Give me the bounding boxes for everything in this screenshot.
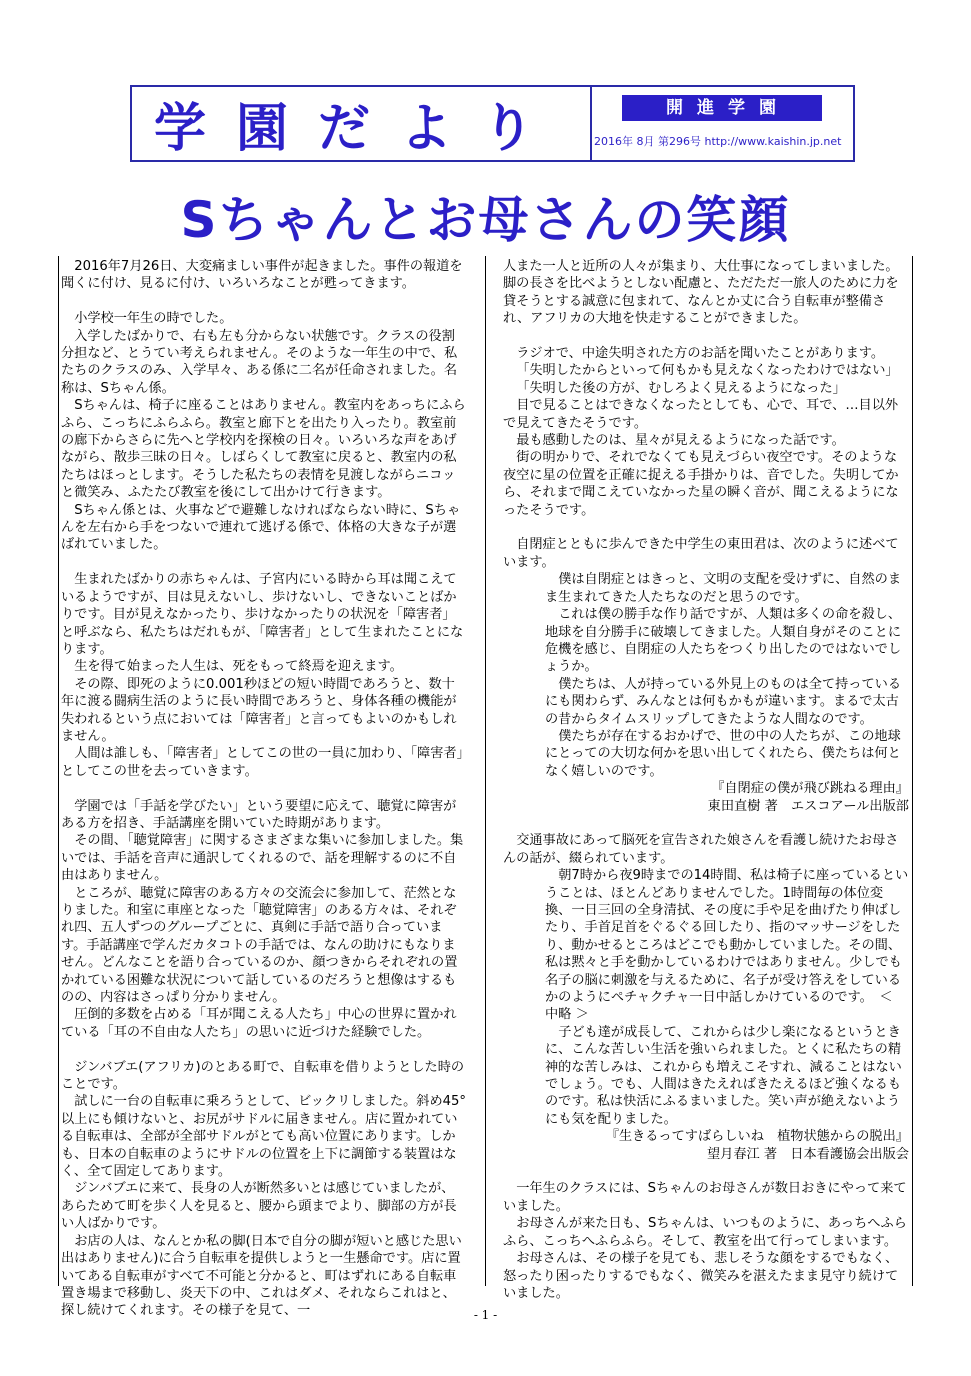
body-paragraph: 学園では「手話を学びたい」という要望に応えて、聴覚に障害がある方を招き、手話講座を開いていた時期があります。 [61,798,457,831]
paragraph-gap [61,780,467,797]
paragraph-gap [61,293,467,310]
quote-paragraph: これは僕の勝手な作り話ですが、人類は多くの命を殺し、地球を自分勝手に破壊してきました。人類自身がそのことに危機を感じ、自閉症の人たちをつくり出したのではないでしょうか。 [545,607,902,675]
masthead [130,85,855,162]
body-paragraph: ところが、聴覚に障害のある方々の交流会に参加して、茫然となりました。和室に車座となった「聴覚障害」のある方々は、それぞれ四、五人ずつのグループごとに、真剣に手話で語り合っています。手話講座で学んだカタコトの手話では、なんの助けにもなりません。どんなことを語り合っているのか、顔つきからそれぞれの置かれている困難な状況について話しているのだろうと想像はするものの、内容はさっぱり分かりません。 [61,885,458,1006]
body-paragraph: 自閉症とともに歩んできた中学生の東田君は、次のように述べています。 [503,537,899,570]
school-name: 開進学園 [622,95,822,121]
body-paragraph: 「失明した後の方が、むしろよく見えるようになった」 [516,380,846,396]
article-title: Sちゃんとお母さんの笑顔 [180,191,791,249]
citation-line: 東田直樹 著 エスコアール出版部 [707,798,909,814]
paragraph-gap [61,554,467,571]
paragraph-gap [503,815,909,832]
quote-paragraph: 子ども達が成長して、これからは少し楽になるというときに、こんな苦しい生活を強いられました。とくに私たちの精神的な苦しみは、これからも増えこそすれ、減ることはないでしょう。でも、人間はきたえればきたえるほど強くなるものです。私は快活にふるまいました。笑い声が絶えないようにも気を配りました。 [545,1024,902,1127]
body-paragraph: その間、「聴覚障害」に関するさまざまな集いに参加しました。集いでは、手話を音声に通訳してくれるので、話を理解するのに不自由はありません。 [61,833,464,884]
citation-line: 『生きるってすばらしいね 植物状態からの脱出』 [605,1129,909,1145]
body-paragraph: 人間は誰しも、「障害者」としてこの世の一員に加わり、「障害者」としてこの世を去っていきます。 [61,746,464,779]
paragraph-gap [503,328,909,345]
body-paragraph: Sちゃん係とは、火事などで避難しなければならない時に、Sちゃんを左右から手をつないで連れて逃げる係で、体格の大きな子が選ばれていました。 [61,502,461,553]
body-paragraph: Sちゃんは、椅子に座ることはありません。教室内をあっちにふらふら、こっちにふらふら。教室と廊下とを出たり入ったり。教室前の廊下からさらに先へと学校内を探検の日々。いろいろな声をあげながら、散歩三昧の日々。しばらくして教室に戻ると、教室内の私たちはほっとします。そうした私たちの表情を見渡しながらニコッと微笑み、ふたたび教室を後にして出かけて行きます。 [61,398,466,501]
paragraph-gap [503,519,909,536]
body-paragraph: お店の人は、なんとか私の脚(日本で自分の脚が短いと感じた思い出はありません)に合う自転車を提供しようと一生懸命です。店に置いてある自転車がすべて不可能と分かると、町はずれにある自転車置き場まで移動し、炎天下の中、これはダメ、それならこれはと、探し続けてくれます。その様子を見て、一 [61,1233,462,1319]
quotation-block [503,571,909,780]
body-paragraph: お母さんは、その様子を見ても、悲しそうな顔をするでもなく、怒ったり困ったりするでもなく、微笑みを湛えたまま見守り続けていました。 [503,1251,899,1301]
newsletter-title: 学園だより [153,98,564,159]
body-paragraph: 一年生のクラスには、Sちゃんのお母さんが数日おきにやって来ていました。 [503,1181,907,1214]
body-paragraph: 小学校一年生の時でした。 [74,311,233,327]
body-paragraph: その際、即死のように0.001秒ほどの短い時間であろうと、数十年に渡る闘病生活のように長い時間であろうと、身体各種の機能が失われるという点においては「障害者」と言ってもよいのかもしれません。 [61,676,457,744]
quotation-block [503,867,909,1128]
issue-info: 2016年 8月 第296号 http://www.kaishin.jp.net [594,135,842,148]
body-paragraph: お母さんが来た日も、Sちゃんは、いつものように、あっちへふらふら、こっちへふらふら。そして、教室を出て行ってしまいます。 [503,1216,907,1249]
body-paragraph: 最も感動したのは、星々が見えるようになった話です。 [516,433,845,449]
body-paragraph: 生を得て始まった人生は、死をもって終焉を迎えます。 [74,659,403,675]
body-paragraph: 2016年7月26日、大変痛ましい事件が起きました。事件の報道を聞くに付け、見るに付け、いろいろなことが甦ってきます。 [61,259,463,292]
page-number: - 1 - [473,1308,498,1322]
column-rule-left [58,256,59,1286]
body-paragraph: ジンバブエ(アフリカ)のとある町で、自転車を借りようとした時のことです。 [61,1059,465,1093]
body-paragraph: 「失明したからといって何もかも見えなくなったわけではない」 [516,363,899,379]
paragraph-gap [61,1041,467,1058]
body-paragraph: 街の明かりで、それでなくても見えづらい夜空です。そのような夜空に星の位置を正確に捉える手掛かりは、音でした。失明してから、それまで聞こえていなかった星の瞬く音が、聞こえるようになったそうです。 [503,450,899,518]
body-paragraph: 人また一人と近所の人々が集まり、大仕事になってしまいました。脚の長さを比べようとしない配慮と、ただただ一旅人のために力を貸そうとする誠意に包まれて、なんとか丈に合う自転車が整備され、アフリカの大地を快走することができました。 [503,259,899,327]
article-column-right [503,258,909,1302]
body-paragraph: 試しに一台の自転車に乗ろうとして、ビックリしました。斜め45° 以上にも傾けないと、お尻がサドルに届きません。店に置かれている自転車は、全部が全部サドルがとても高い位置にあります。しかも、日本の自転車のようにサドルの位置を上下に調節する装置はなく、全て固定してあります。 [61,1094,467,1180]
body-paragraph: 目で見ることはできなくなったとしても、心で、耳で、…目以外で見えてきたそうです。 [503,398,899,431]
masthead-divider [590,87,592,160]
quote-paragraph: 僕たちは、人が持っている外見上のものは全て持っているにも関わらず、みんなとは何もかもが違います。まるで太古の昔からタイムスリップしてきたような人間なのです。 [545,676,902,727]
quote-paragraph: 朝7時から夜9時までの14時間、私は椅子に座っているということは、ほとんどありませんでした。1時間毎の体位変換、一日三回の全身清拭、その度に手や足を曲げたり伸ばしたり、手首足首をぐるぐる回したり、指のマッサージをしたり、動かせるところはどこでも動かしていました。その間、私は黙々と手を動かしているわけではありません。少しでも名子の脳に刺激を与えるために、名子が受け答えをしているかのようにペチャクチャ一日中話しかけているのです。 ＜ 中略 ＞ [545,868,909,1023]
column-rule-middle [485,256,486,1286]
body-paragraph: 生まれたばかりの赤ちゃんは、子宮内にいる時から耳は聞こえているようですが、目は見えないし、歩けないし、できないことばかりです。目が見えなかったり、歩けなかったりの状況を「障害者」と呼ぶなら、私たちはだれもが、「障害者」として生まれたことになります。 [61,572,464,657]
citation-line: 望月春江 著 日本看護協会出版会 [706,1146,909,1162]
body-paragraph: 交通事故にあって脳死を宣告された娘さんを看護し続けたお母さんの話が、綴られています。 [503,833,899,866]
article-column-left [61,258,467,1320]
citation-line: 『自閉症の僕が飛び跳ねる理由』 [711,781,909,797]
column-rule-right [912,256,913,1286]
body-paragraph: 圧倒的多数を占める「耳が聞こえる人たち」中心の世界に置かれている「耳の不自由な人たち」の思いに近づけた経験でした。 [61,1007,457,1040]
body-paragraph: ジンバブエに来て、長身の人が断然多いとは感じていましたが、あらためて町を歩く人を見ると、腰から頭までより、脚部の方が長い人ばかりです。 [61,1181,457,1232]
body-paragraph: 入学したばかりで、右も左も分からない状態です。クラスの役割分担など、とうてい考えられません。そのような一年生の中で、私たちのクラスのみ、入学早々、ある係に二名が任命されました。名称は、Sちゃん係。 [61,328,458,396]
body-paragraph: ラジオで、中途失明された方のお話を聞いたことがあります。 [516,346,885,362]
paragraph-gap [503,1163,909,1180]
quote-paragraph: 僕たちが存在するおかげで、世の中の人たちが、この地球にとっての大切な何かを思い出してくれたら、僕たちは何となく嬉しいのです。 [545,728,901,779]
quote-paragraph: 僕は自閉症とはきっと、文明の支配を受けずに、自然のまま生まれてきた人たちなのだと思うのです。 [545,572,902,605]
